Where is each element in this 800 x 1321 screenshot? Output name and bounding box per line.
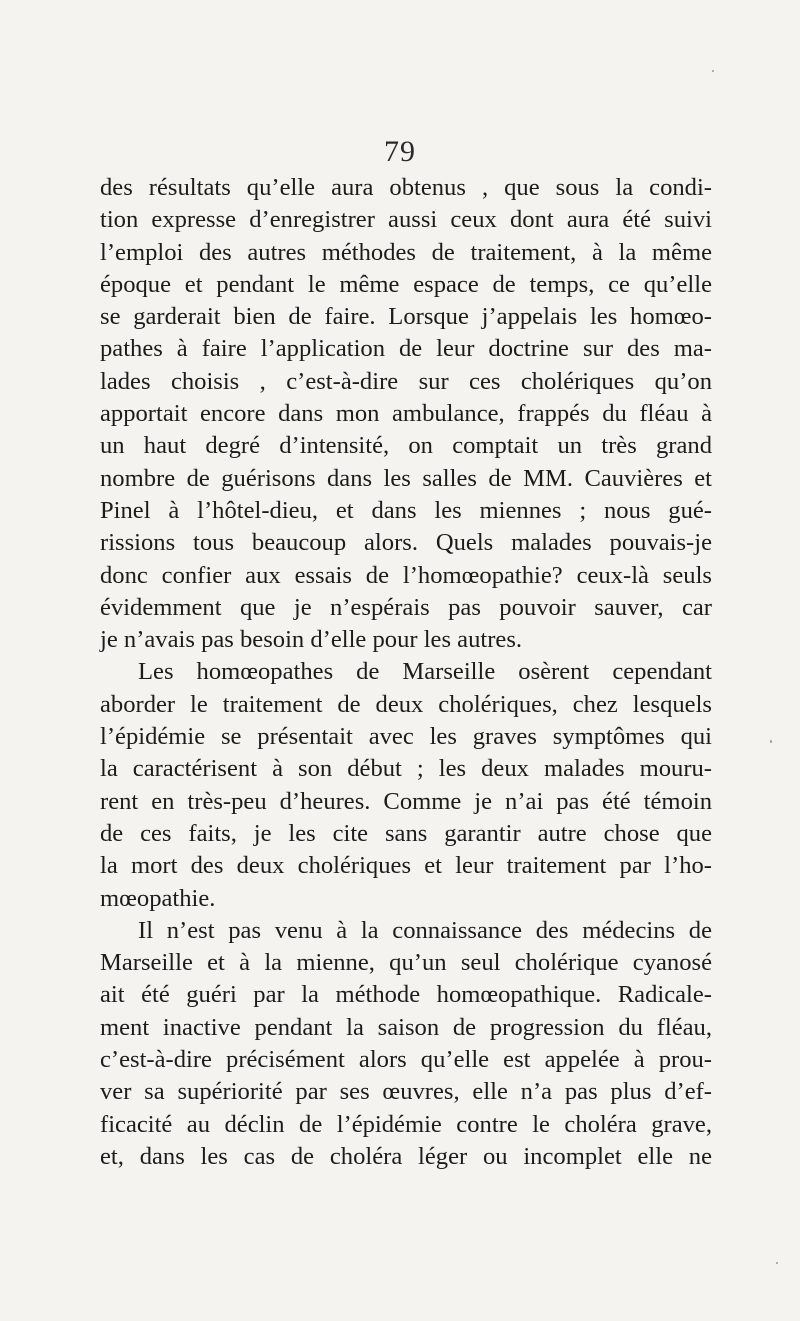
paper-speck: [712, 70, 714, 72]
text-line: un haut degré d’intensité, on comptait un très grand: [100, 432, 712, 460]
text-line: mœopathie.: [100, 884, 216, 912]
text-line: aborder le traitement de deux cholériques, chez lesquels: [100, 690, 712, 718]
text-line: je n’avais pas besoin d’elle pour les autres.: [100, 626, 523, 654]
text-line: la caractérisent à son début ; les deux malades mouru-: [100, 755, 712, 783]
text-line: ver sa supériorité par ses œuvres, elle n’a pas plus d’ef-: [100, 1078, 712, 1106]
page-number: 79: [384, 135, 416, 168]
text-line: l’emploi des autres méthodes de traitement, à la même: [100, 238, 712, 266]
text-line: ficacité au déclin de l’épidémie contre le choléra grave,: [100, 1110, 712, 1138]
text-line: Il n’est pas venu à la connaissance des médecins de: [138, 916, 712, 944]
text-line: ment inactive pendant la saison de progression du fléau,: [100, 1013, 712, 1041]
text-line: de ces faits, je les cite sans garantir autre chose que: [100, 819, 712, 847]
text-line: Pinel à l’hôtel-dieu, et dans les miennes ; nous gué-: [100, 496, 712, 524]
text-line: tion expresse d’enregistrer aussi ceux dont aura été suivi: [100, 206, 712, 234]
paragraph-3: [100, 915, 712, 1173]
text-line: c’est-à-dire précisément alors qu’elle est appelée à prou-: [100, 1046, 712, 1074]
text-line: l’épidémie se présentait avec les graves symptômes qui: [100, 723, 712, 751]
text-line: lades choisis , c’est-à-dire sur ces cholériques qu’on: [100, 367, 712, 395]
text-line: rent en très-peu d’heures. Comme je n’ai pas été témoin: [100, 787, 712, 815]
text-line: la mort des deux cholériques et leur traitement par l’ho-: [100, 852, 712, 880]
text-line: Marseille et à la mienne, qu’un seul cholérique cyanosé: [100, 949, 712, 977]
text-line: époque et pendant le même espace de temps, ce qu’elle: [100, 270, 712, 298]
text-line: et, dans les cas de choléra léger ou incomplet elle ne: [100, 1142, 712, 1170]
body-text: [100, 172, 712, 1173]
paper-speck: [770, 740, 772, 743]
text-line: des résultats qu’elle aura obtenus , que sous la condi-: [100, 174, 712, 201]
text-line: donc confier aux essais de l’homœopathie? ceux-là seuls: [100, 561, 712, 589]
text-line: Les homœopathes de Marseille osèrent cependant: [138, 658, 712, 686]
text-line: ait été guéri par la méthode homœopathique. Radicale-: [100, 981, 712, 1009]
paragraph-1: [100, 172, 712, 656]
text-line: rissions tous beaucoup alors. Quels malades pouvais-je: [100, 529, 712, 557]
text-line: évidemment que je n’espérais pas pouvoir sauver, car: [100, 593, 712, 621]
text-line: se garderait bien de faire. Lorsque j’appelais les homœo-: [100, 303, 712, 331]
text-line: apportait encore dans mon ambulance, frappés du fléau à: [100, 400, 712, 428]
paragraph-2: [100, 656, 712, 914]
text-line: pathes à faire l’application de leur doctrine sur des ma-: [100, 335, 712, 363]
text-line: nombre de guérisons dans les salles de MM. Cauvières et: [100, 464, 712, 492]
paper-speck: [776, 1262, 778, 1264]
